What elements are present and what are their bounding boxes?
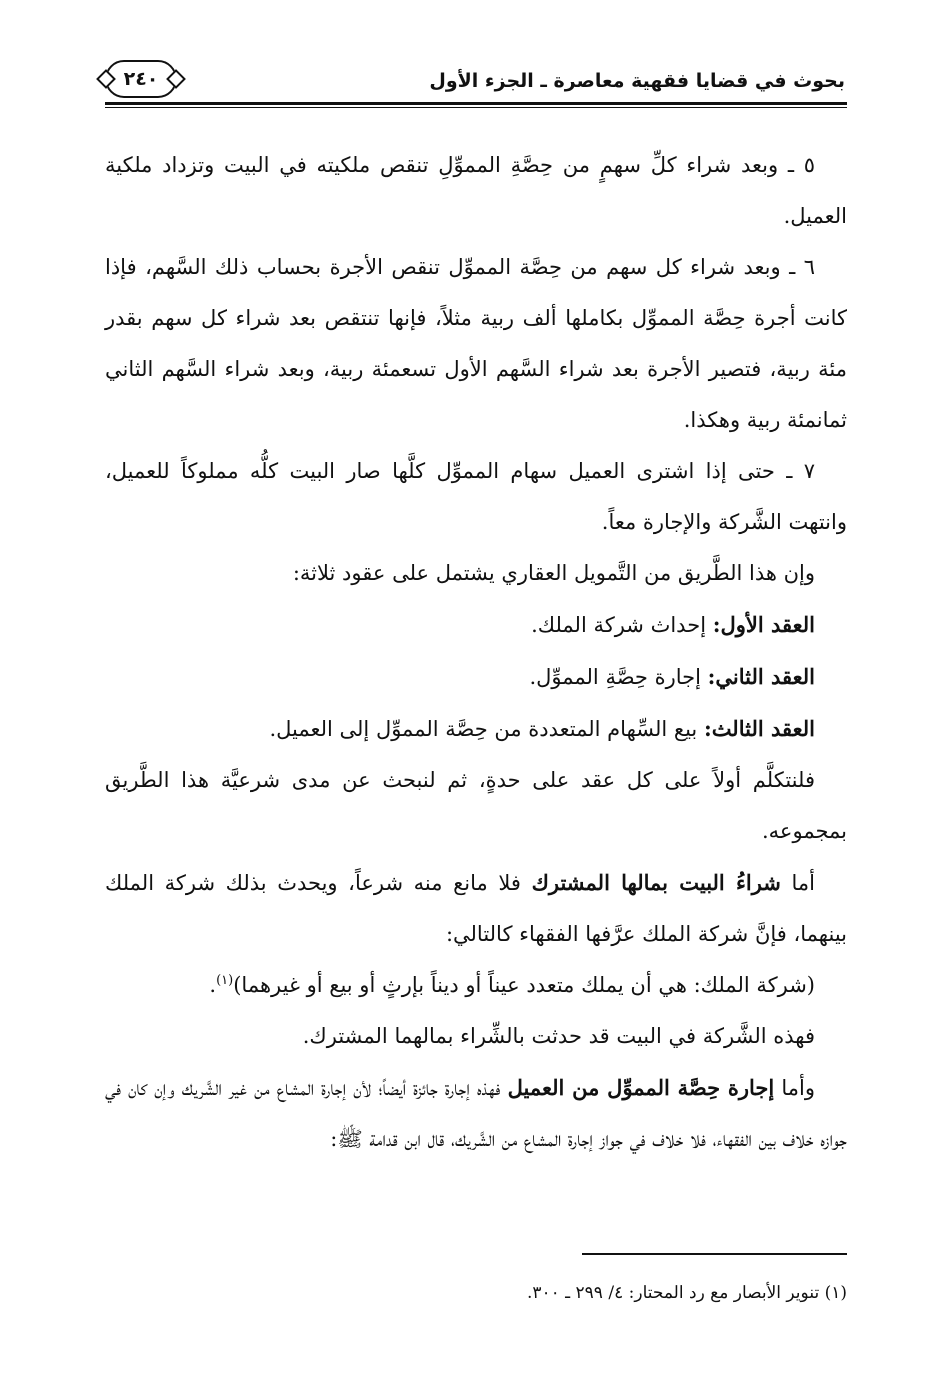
paragraph-partnership: فهذه الشَّركة في البيت قد حدثت بالشِّراء بمالهما المشترك. (302, 1024, 815, 1048)
purchase-end: فلا مانع منه شرعاً، ويحدث بذلك شركة الملك بينهما، فإنَّ شركة الملك عرَّفها الفقهاء كالتالي: (105, 871, 847, 946)
footnotes (105, 1278, 847, 1308)
contract-second-label: العقد الثاني: (707, 664, 815, 689)
paragraph-5: ٥ ـ وبعد شراء كلِّ سهمٍ من حِصَّةِ المموِّلِ تنقص ملكيته في البيت وتزداد ملكية العميل. (105, 153, 847, 228)
footnote-marker[interactable]: (١) (216, 973, 234, 988)
contracts-intro: وإن هذا الطَّريق من التَّمويل العقاري يشتمل على عقود ثلاثة: (292, 561, 815, 585)
footnote-1: (١) تنوير الأبصار مع رد المحتار: ٤/ ٢٩٩ ـ ٣٠٠. (526, 1283, 847, 1303)
definition-end: . (209, 973, 217, 997)
paragraph-lease (105, 1062, 847, 1165)
purchase-bold: شراءُ البيت بمالها المشترك (531, 870, 781, 895)
paragraph-discussion: فلنتكلَّم أولاً على كل عقد على حدةٍ، ثم لنبحث عن مدى شرعيَّة هذا الطَّريق بمجموعه. (105, 768, 847, 843)
contract-first-label: العقد الأول: (712, 612, 815, 637)
purchase-start: أما (780, 871, 815, 895)
header-rule-thin (105, 107, 847, 108)
contract-second (105, 651, 847, 703)
page-header (105, 58, 845, 108)
contract-first-text: إحداث شركة الملك. (531, 613, 713, 637)
footnote-separator (582, 1253, 847, 1255)
contract-second-text: إجارة حِصَّةِ المموِّل. (529, 665, 708, 689)
lease-bold: إجارة حِصَّة المموِّل من العميل (507, 1075, 775, 1100)
main-text (105, 140, 847, 1165)
header-rule (105, 102, 847, 105)
contract-third-label: العقد الثالث: (703, 716, 815, 741)
running-title: بحوث في قضايا فقهية معاصرة ـ الجزء الأول (429, 70, 845, 92)
contract-third-text: بيع السِّهام المتعددة من حِصَّة المموِّل إلى العميل. (269, 717, 704, 741)
contract-third (105, 703, 847, 755)
lease-start: وأما (774, 1076, 816, 1100)
paragraph-definition (105, 960, 847, 1011)
page-number: ٢٤٠ (123, 68, 159, 90)
contract-first (105, 599, 847, 651)
paragraph-7: ٧ ـ حتى إذا اشترى العميل سهام المموِّل كلَّها صار البيت كلُّه مملوكاً للعميل، وانتهت الشَّركة والإجارة معاً. (105, 459, 847, 534)
definition-text: (شركة الملك: هي أن يملك متعدد عيناً أو ديناً بإرثٍ أو بيع أو غيرهما) (233, 973, 815, 997)
paragraph-purchase (105, 857, 847, 960)
page-number-frame (105, 60, 177, 98)
paragraph-6: ٦ ـ وبعد شراء كل سهم من حِصَّة المموِّل تنقص الأجرة بحساب ذلك السَّهم، فإذا كانت أجرة حِصَّة المموِّل بكاملها ألف ربية مثلاً، فإنها تنتقص بعد شراء كل سهم بقدر مئة ربية، فتصير الأجرة بعد شراء السَّهم الأول تسعمئة ربية، وبعد شراء السَّهم الثاني ثمانمئة ربية وهكذا. (105, 255, 847, 432)
lease-end: فهذه إجارة جائزة أيضاً؛ لأن إجارة المشاع من غير الشَّريك وإن كان في جوازه خلاف بين الفقهاء، فلا خلاف في جواز إجارة المشاع من الشَّريك، قال ابن قدامة ﷺ: (105, 1076, 847, 1151)
